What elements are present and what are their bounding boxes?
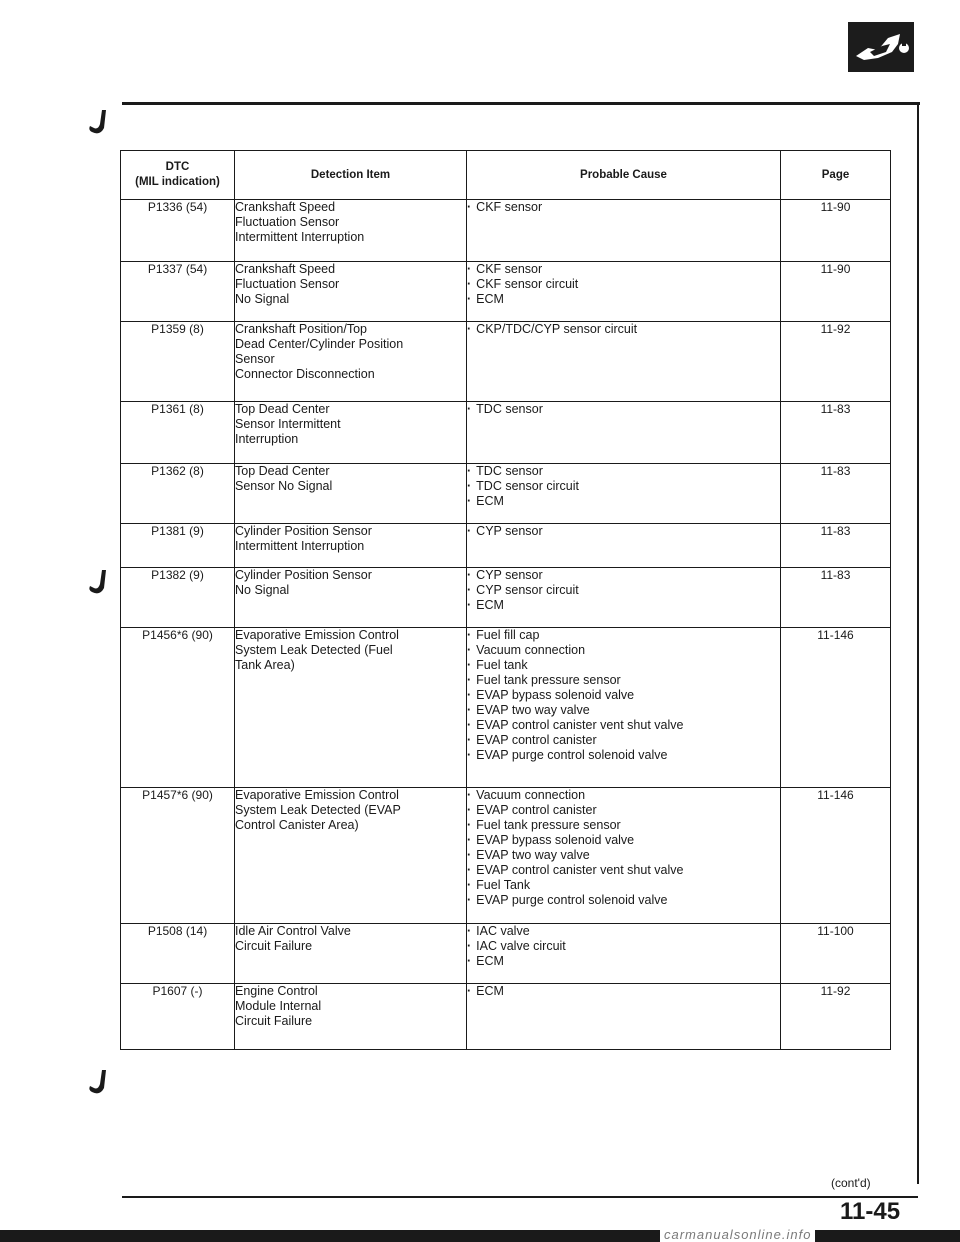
probable-cause-item: · EVAP control canister vent shut valve bbox=[467, 718, 780, 733]
detection-item-line: Interruption bbox=[235, 432, 299, 446]
probable-cause-item: · EVAP control canister bbox=[467, 733, 780, 748]
dtc-code-cell: P1457*6 (90) bbox=[121, 788, 235, 924]
probable-cause-item: · EVAP two way valve bbox=[467, 703, 780, 718]
page-number: 11-45 bbox=[840, 1198, 901, 1225]
table-row bbox=[121, 200, 891, 262]
probable-cause-item: · ECM bbox=[467, 984, 780, 999]
detection-item-line: Intermittent Interruption bbox=[235, 230, 365, 244]
detection-item-cell bbox=[235, 464, 467, 524]
page-reference-cell: 11-90 bbox=[781, 200, 891, 262]
probable-cause-item: · CYP sensor circuit bbox=[467, 583, 780, 598]
detection-item-line: Top Dead Center bbox=[235, 402, 330, 416]
table-row bbox=[121, 924, 891, 984]
probable-cause-cell bbox=[467, 568, 781, 628]
probable-cause-item: · TDC sensor circuit bbox=[467, 479, 780, 494]
page-reference-cell: 11-146 bbox=[781, 788, 891, 924]
detection-item-cell bbox=[235, 788, 467, 924]
frame-right-border bbox=[917, 104, 919, 1184]
binding-mark-icon bbox=[86, 108, 112, 138]
dtc-code-cell: P1382 (9) bbox=[121, 568, 235, 628]
detection-item-line: Engine Control bbox=[235, 984, 318, 998]
page-reference-cell: 11-146 bbox=[781, 628, 891, 788]
bottom-bar bbox=[0, 1230, 960, 1242]
probable-cause-cell bbox=[467, 262, 781, 322]
table-row bbox=[121, 788, 891, 924]
table-row bbox=[121, 568, 891, 628]
probable-cause-cell bbox=[467, 628, 781, 788]
detection-item-cell bbox=[235, 568, 467, 628]
probable-cause-item: · Fuel fill cap bbox=[467, 628, 780, 643]
dtc-code-cell: P1607 (-) bbox=[121, 984, 235, 1050]
detection-item-line: Intermittent Interruption bbox=[235, 539, 365, 553]
probable-cause-item: · Vacuum connection bbox=[467, 788, 780, 803]
detection-item-line: Sensor bbox=[235, 352, 275, 366]
dtc-code-cell: P1336 (54) bbox=[121, 200, 235, 262]
probable-cause-item: · Fuel Tank bbox=[467, 878, 780, 893]
dtc-code-cell: P1381 (9) bbox=[121, 524, 235, 568]
detection-item-line: Idle Air Control Valve bbox=[235, 924, 351, 938]
dtc-table bbox=[120, 150, 891, 1050]
probable-cause-cell bbox=[467, 200, 781, 262]
detection-item-cell bbox=[235, 524, 467, 568]
detection-item-line: Fluctuation Sensor bbox=[235, 277, 340, 291]
page-reference-cell: 11-83 bbox=[781, 402, 891, 464]
probable-cause-item: · CYP sensor bbox=[467, 524, 780, 539]
detection-item-line: Crankshaft Speed bbox=[235, 262, 336, 276]
table-row bbox=[121, 984, 891, 1050]
detection-item-line: No Signal bbox=[235, 292, 290, 306]
probable-cause-item: · EVAP two way valve bbox=[467, 848, 780, 863]
probable-cause-item: · TDC sensor bbox=[467, 402, 780, 417]
detection-item-line: Cylinder Position Sensor bbox=[235, 524, 372, 538]
header-page: Page bbox=[781, 151, 891, 200]
probable-cause-item: · EVAP bypass solenoid valve bbox=[467, 688, 780, 703]
probable-cause-item: · Fuel tank pressure sensor bbox=[467, 818, 780, 833]
page-reference-cell: 11-92 bbox=[781, 984, 891, 1050]
probable-cause-item: · CKF sensor bbox=[467, 200, 780, 215]
probable-cause-item: · EVAP control canister vent shut valve bbox=[467, 863, 780, 878]
dtc-code-cell: P1361 (8) bbox=[121, 402, 235, 464]
probable-cause-item: · IAC valve bbox=[467, 924, 780, 939]
page-reference-cell: 11-90 bbox=[781, 262, 891, 322]
engine-emission-icon bbox=[848, 22, 914, 72]
detection-item-cell bbox=[235, 200, 467, 262]
detection-item-line: Module Internal bbox=[235, 999, 322, 1013]
page-reference-cell: 11-83 bbox=[781, 464, 891, 524]
detection-item-cell bbox=[235, 322, 467, 402]
header-dtc: DTC (MIL indication) bbox=[121, 151, 235, 200]
detection-item-line: Sensor No Signal bbox=[235, 479, 333, 493]
probable-cause-item: · ECM bbox=[467, 598, 780, 613]
table-row bbox=[121, 262, 891, 322]
detection-item-line: System Leak Detected (Fuel bbox=[235, 643, 393, 657]
page-reference-cell: 11-83 bbox=[781, 524, 891, 568]
continued-label: (cont'd) bbox=[831, 1176, 871, 1190]
detection-item-line: Crankshaft Position/Top bbox=[235, 322, 368, 336]
probable-cause-item: · Fuel tank bbox=[467, 658, 780, 673]
probable-cause-cell bbox=[467, 984, 781, 1050]
table-row bbox=[121, 628, 891, 788]
detection-item-line: Cylinder Position Sensor bbox=[235, 568, 372, 582]
probable-cause-item: · ECM bbox=[467, 292, 780, 307]
probable-cause-cell bbox=[467, 322, 781, 402]
dtc-code-cell: P1362 (8) bbox=[121, 464, 235, 524]
detection-item-line: Evaporative Emission Control bbox=[235, 788, 399, 802]
bottom-rule bbox=[122, 1196, 918, 1198]
probable-cause-item: · CKF sensor circuit bbox=[467, 277, 780, 292]
table-body bbox=[121, 200, 891, 1050]
table-row bbox=[121, 402, 891, 464]
header-probable-cause: Probable Cause bbox=[467, 151, 781, 200]
page-reference-cell: 11-92 bbox=[781, 322, 891, 402]
binding-mark-icon bbox=[86, 1068, 112, 1098]
table-row bbox=[121, 464, 891, 524]
table-row bbox=[121, 524, 891, 568]
detection-item-line: Dead Center/Cylinder Position bbox=[235, 337, 404, 351]
detection-item-cell bbox=[235, 262, 467, 322]
detection-item-line: Sensor Intermittent bbox=[235, 417, 341, 431]
probable-cause-item: · CKF sensor bbox=[467, 262, 780, 277]
dtc-code-cell: P1337 (54) bbox=[121, 262, 235, 322]
detection-item-cell bbox=[235, 924, 467, 984]
probable-cause-item: · TDC sensor bbox=[467, 464, 780, 479]
table-header-row bbox=[121, 151, 891, 200]
probable-cause-item: · EVAP purge control solenoid valve bbox=[467, 893, 780, 908]
dtc-code-cell: P1456*6 (90) bbox=[121, 628, 235, 788]
header-detection-item: Detection Item bbox=[235, 151, 467, 200]
detection-item-line: Circuit Failure bbox=[235, 1014, 313, 1028]
detection-item-line: Connector Disconnection bbox=[235, 367, 375, 381]
probable-cause-item: · CYP sensor bbox=[467, 568, 780, 583]
detection-item-cell bbox=[235, 402, 467, 464]
probable-cause-item: · CKP/TDC/CYP sensor circuit bbox=[467, 322, 780, 337]
detection-item-line: Tank Area) bbox=[235, 658, 295, 672]
detection-item-line: System Leak Detected (EVAP bbox=[235, 803, 401, 817]
detection-item-line: Top Dead Center bbox=[235, 464, 330, 478]
probable-cause-item: · EVAP control canister bbox=[467, 803, 780, 818]
top-rule bbox=[122, 102, 920, 105]
probable-cause-item: · Fuel tank pressure sensor bbox=[467, 673, 780, 688]
probable-cause-item: · ECM bbox=[467, 494, 780, 509]
detection-item-cell bbox=[235, 628, 467, 788]
watermark: carmanualsonline.info bbox=[660, 1227, 815, 1242]
detection-item-line: Fluctuation Sensor bbox=[235, 215, 340, 229]
binding-mark-icon bbox=[86, 568, 112, 598]
probable-cause-item: · EVAP purge control solenoid valve bbox=[467, 748, 780, 763]
probable-cause-item: · Vacuum connection bbox=[467, 643, 780, 658]
page-reference-cell: 11-100 bbox=[781, 924, 891, 984]
detection-item-line: Evaporative Emission Control bbox=[235, 628, 399, 642]
detection-item-line: Circuit Failure bbox=[235, 939, 313, 953]
page-reference-cell: 11-83 bbox=[781, 568, 891, 628]
detection-item-line: Control Canister Area) bbox=[235, 818, 359, 832]
probable-cause-item: · IAC valve circuit bbox=[467, 939, 780, 954]
detection-item-line: Crankshaft Speed bbox=[235, 200, 336, 214]
probable-cause-cell bbox=[467, 788, 781, 924]
table-row bbox=[121, 322, 891, 402]
probable-cause-item: · EVAP bypass solenoid valve bbox=[467, 833, 780, 848]
dtc-code-cell: P1508 (14) bbox=[121, 924, 235, 984]
probable-cause-cell bbox=[467, 464, 781, 524]
dtc-code-cell: P1359 (8) bbox=[121, 322, 235, 402]
detection-item-cell bbox=[235, 984, 467, 1050]
detection-item-line: No Signal bbox=[235, 583, 290, 597]
probable-cause-cell bbox=[467, 924, 781, 984]
probable-cause-cell bbox=[467, 402, 781, 464]
probable-cause-cell bbox=[467, 524, 781, 568]
probable-cause-item: · ECM bbox=[467, 954, 780, 969]
